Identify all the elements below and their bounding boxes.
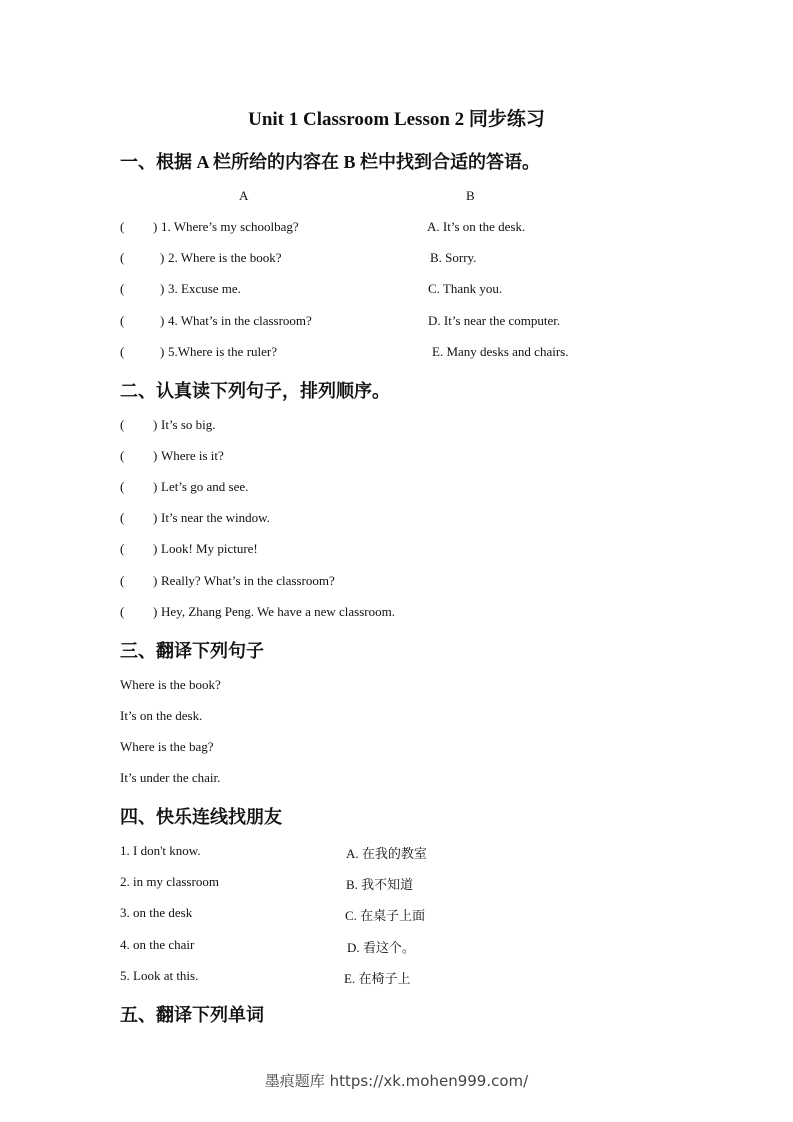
section3-heading: 三、翻译下列句子 (120, 641, 264, 661)
match-left-item: 2. in my classroom (120, 874, 219, 889)
question-text: 3. Excuse me. (168, 281, 241, 296)
match-right-item: D. 看这个。 (347, 940, 415, 955)
answer-blank-open: ( (120, 219, 125, 234)
order-blank-open: ( (120, 604, 125, 619)
sentence-text: Really? What’s in the classroom? (161, 573, 335, 588)
match-left-item: 5. Look at this. (120, 968, 199, 983)
sentence-text: Hey, Zhang Peng. We have a new classroom. (161, 604, 395, 619)
order-blank-open: ( (120, 573, 125, 588)
sentence-text: Look! My picture! (161, 541, 258, 556)
order-blank-close: ) (153, 479, 158, 494)
sentence-text: Where is it? (161, 448, 224, 463)
section2-heading: 二、认真读下列句子，排列顺序。 (120, 381, 390, 401)
question-text: 4. What’s in the classroom? (168, 313, 312, 328)
column-b-label: B (466, 188, 475, 203)
section5-heading: 五、翻译下列单词 (120, 1005, 264, 1025)
translate-sentence: It’s on the desk. (120, 708, 203, 723)
order-blank-close: ) (153, 604, 158, 619)
question-text: 1. Where’s my schoolbag? (161, 219, 299, 234)
section4-heading: 四、快乐连线找朋友 (120, 807, 282, 827)
answer-blank-open: ( (120, 313, 125, 328)
question-text: 2. Where is the book? (168, 250, 282, 265)
sentence-text: It’s near the window. (161, 510, 270, 525)
match-left-item: 4. on the chair (120, 937, 195, 952)
answer-blank-open: ( (120, 281, 125, 296)
translate-sentence: Where is the book? (120, 677, 221, 692)
match-right-item: C. 在桌子上面 (345, 908, 426, 923)
order-blank-open: ( (120, 510, 125, 525)
order-blank-close: ) (153, 448, 158, 463)
answer-blank-open: ( (120, 250, 125, 265)
answer-blank-close: ) (160, 250, 165, 265)
answer-blank-open: ( (120, 344, 125, 359)
match-left-item: 3. on the desk (120, 905, 193, 920)
order-blank-close: ) (153, 541, 158, 556)
order-blank-open: ( (120, 479, 125, 494)
answer-text: A. It’s on the desk. (427, 219, 526, 234)
question-text: 5.Where is the ruler? (168, 344, 278, 359)
order-blank-open: ( (120, 417, 125, 432)
order-blank-close: ) (153, 417, 158, 432)
sentence-text: Let’s go and see. (161, 479, 249, 494)
section1-heading: 一、根据 A 栏所给的内容在 B 栏中找到合适的答语。 (120, 152, 541, 172)
match-right-item: E. 在椅子上 (344, 971, 411, 986)
answer-blank-close: ) (153, 219, 158, 234)
match-left-item: 1. I don't know. (120, 843, 201, 858)
column-a-label: A (239, 188, 249, 203)
answer-text: D. It’s near the computer. (428, 313, 561, 328)
match-right-item: A. 在我的教室 (346, 846, 427, 861)
footer-watermark: 墨痕题库 https://xk.mohen999.com/ (264, 1072, 529, 1090)
answer-text: E. Many desks and chairs. (432, 344, 569, 359)
answer-text: B. Sorry. (430, 250, 477, 265)
answer-blank-close: ) (160, 344, 165, 359)
translate-sentence: It’s under the chair. (120, 770, 221, 785)
translate-sentence: Where is the bag? (120, 739, 214, 754)
answer-text: C. Thank you. (428, 281, 503, 296)
match-right-item: B. 我不知道 (346, 877, 414, 892)
order-blank-close: ) (153, 573, 158, 588)
order-blank-open: ( (120, 541, 125, 556)
answer-blank-close: ) (160, 281, 165, 296)
answer-blank-close: ) (160, 313, 165, 328)
sentence-text: It’s so big. (161, 417, 216, 432)
order-blank-open: ( (120, 448, 125, 463)
order-blank-close: ) (153, 510, 158, 525)
page-title: Unit 1 Classroom Lesson 2 同步练习 (248, 109, 545, 130)
